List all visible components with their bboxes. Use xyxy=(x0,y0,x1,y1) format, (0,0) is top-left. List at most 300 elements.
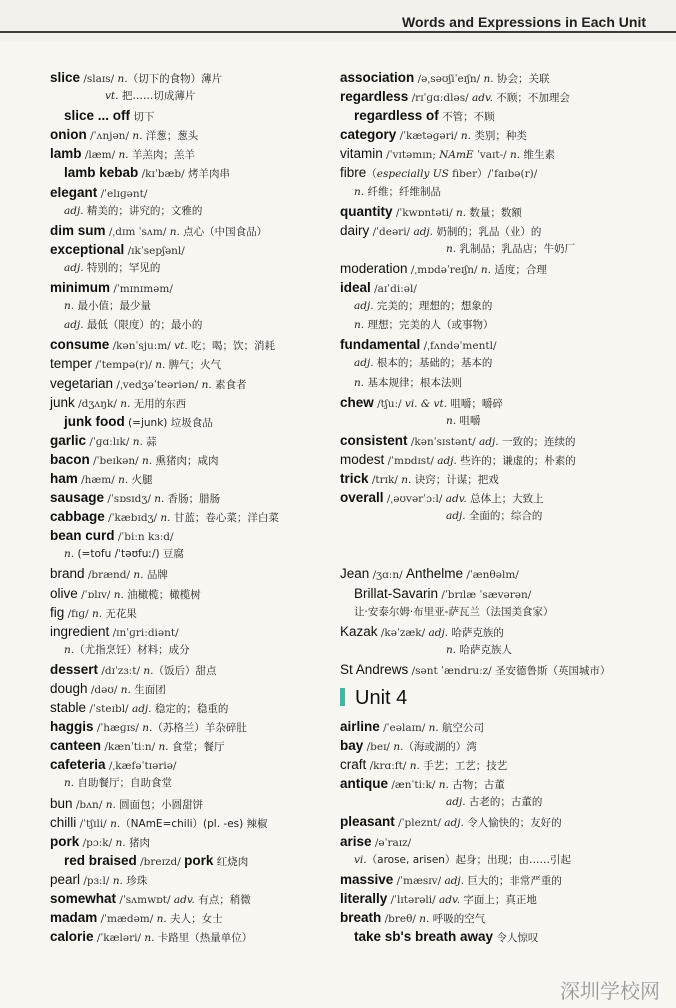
gloss: 无用的东西 xyxy=(130,397,187,410)
headword: pearl xyxy=(50,871,81,887)
gloss: (=junk) 垃圾食品 xyxy=(124,416,213,429)
headword: airline xyxy=(340,719,380,734)
gloss: 协会；关联 xyxy=(493,73,550,85)
vocab-entry xyxy=(340,774,650,793)
vocab-entry xyxy=(340,755,650,774)
part-of-speech: n. xyxy=(393,741,404,754)
part-of-speech: n. xyxy=(64,548,75,561)
gloss: （饭后）甜点 xyxy=(153,664,217,677)
spacer xyxy=(340,545,650,564)
gloss: 诀窍；计谋；把戏 xyxy=(411,473,499,486)
phonetic: /kəˈzæk/ xyxy=(377,626,429,639)
gloss: 维生素 xyxy=(520,149,555,162)
vocab-entry xyxy=(340,87,650,106)
part-of-speech: n. xyxy=(354,376,365,389)
vocab-entry xyxy=(340,125,650,144)
vocab-entry xyxy=(50,374,350,393)
gloss: 咀嚼 xyxy=(456,414,481,427)
part-of-speech: n. xyxy=(419,912,430,925)
headword: onion xyxy=(50,127,87,143)
vocab-entry xyxy=(340,717,650,736)
headword: elegant xyxy=(50,184,98,200)
headword: consume xyxy=(50,337,110,353)
phonetic: /ˈænθəlm/ xyxy=(463,569,519,582)
vocab-entry xyxy=(340,889,650,908)
gloss: 数量；数额 xyxy=(466,206,522,219)
part-of-speech: n. xyxy=(118,149,129,162)
vocab-entry xyxy=(50,927,350,946)
headword: consistent xyxy=(340,432,408,448)
phonetic: fiber）/ˈfaɪbə(r)/ xyxy=(448,168,538,181)
phonetic: /ˈbrɪlæ ˈsævərən/ xyxy=(438,588,532,601)
gloss: 一致的；连续的 xyxy=(498,435,576,448)
part-of-speech: adv. xyxy=(173,894,195,907)
gloss: 古物；古董 xyxy=(448,779,505,792)
gloss: 素食者 xyxy=(211,378,247,391)
phonetic: /ˌvedʒəˈteəriən/ xyxy=(113,378,202,391)
phonetic: /ˈɡɑːlɪk/ xyxy=(86,435,133,448)
vocab-entry xyxy=(50,202,350,221)
watermark: 深圳学校网 xyxy=(560,979,660,1003)
headword: fig xyxy=(50,604,65,620)
phonetic: /əˌsəʊʃiˈeɪʃn/ xyxy=(414,73,484,85)
part-of-speech: adv. xyxy=(471,92,493,105)
part-of-speech: n. xyxy=(428,722,439,734)
part-of-speech: n. xyxy=(156,913,167,926)
gloss: 熏猪肉；咸肉 xyxy=(152,454,219,467)
phonetic: /sənt ˈændruːz/ xyxy=(408,664,496,677)
vocab-entry xyxy=(50,774,350,793)
headword: ideal xyxy=(340,280,371,296)
phonetic: /ˈpleznt/ xyxy=(394,817,445,830)
part-of-speech: n. xyxy=(132,435,143,448)
headword: overall xyxy=(340,490,384,506)
vocab-entry xyxy=(340,68,650,87)
phonetic: /breɪzd/ xyxy=(136,855,185,868)
part-of-speech: adj. xyxy=(131,703,152,716)
headword: ham xyxy=(50,470,78,486)
part-of-speech: n. xyxy=(118,473,129,486)
gloss: 字面上；真正地 xyxy=(460,893,537,906)
headword: dough xyxy=(50,681,88,696)
vocab-entry xyxy=(50,163,350,182)
part-of-speech: n. xyxy=(438,779,449,792)
headword: junk food xyxy=(64,413,125,429)
right-column xyxy=(340,68,650,946)
headword: exceptional xyxy=(50,241,125,257)
headword: association xyxy=(340,70,415,85)
gloss: （arose, arisen）起身；出现；由……引起 xyxy=(366,853,571,866)
gloss: 哈萨克族人 xyxy=(456,643,512,656)
vocab-entry xyxy=(50,144,350,163)
gloss: （切下的食物）薄片 xyxy=(127,73,223,85)
gloss: 咀嚼；嚼碎 xyxy=(447,397,503,410)
part-of-speech: n. xyxy=(446,643,457,656)
gloss: 甘蓝；卷心菜；洋白菜 xyxy=(170,512,279,525)
vocab-entry xyxy=(50,736,350,755)
phonetic: /ˌkæfəˈtɪəriə/ xyxy=(105,760,177,773)
phonetic: /ˈkætəɡəri/ xyxy=(396,130,461,143)
gloss: 油橄榄；橄榄树 xyxy=(123,588,201,601)
vocab-entry xyxy=(340,793,650,812)
vocab-entry xyxy=(340,221,650,240)
headword: moderation xyxy=(340,260,408,276)
vocab-entry xyxy=(50,412,350,431)
left-column xyxy=(50,68,350,946)
gloss: 羊羔肉；羔羊 xyxy=(128,149,195,162)
vocab-entry xyxy=(340,851,650,870)
gloss: 夫人；女士 xyxy=(166,913,223,926)
phonetic: /kənˈsjuːm/ xyxy=(109,340,175,353)
phonetic: /ˈmɒdɪst/ xyxy=(384,454,438,467)
vocab-entry xyxy=(50,488,350,507)
phonetic: /ˌdɪm ˈsʌm/ xyxy=(105,225,170,238)
headword: cafeteria xyxy=(50,757,106,773)
vocab-entry xyxy=(50,259,350,278)
phonetic: /ˈmɪnɪməm/ xyxy=(110,283,173,296)
vocab-entry xyxy=(340,622,650,641)
part-of-speech: adj. xyxy=(354,300,374,313)
vocab-entry xyxy=(50,278,350,297)
gloss: 切下 xyxy=(130,111,155,124)
headword: brand xyxy=(50,566,85,582)
headword: regardless xyxy=(340,89,409,105)
vocab-entry xyxy=(50,87,350,106)
phonetic: /dɪˈzɜːt/ xyxy=(98,664,144,677)
part-of-speech: n. xyxy=(154,493,165,506)
headword: vegetarian xyxy=(50,375,114,391)
part-of-speech: adv. xyxy=(439,893,461,906)
headword: fundamental xyxy=(340,337,421,353)
gloss: 纤维；纤维制品 xyxy=(364,185,441,198)
headword: bacon xyxy=(50,451,90,467)
headword: lamb xyxy=(50,146,82,162)
gloss: 哈萨克族的 xyxy=(448,626,504,639)
vocab-entry xyxy=(50,584,350,603)
headword: chilli xyxy=(50,814,77,830)
part-of-speech: vi. & vt. xyxy=(404,397,448,410)
unit-title: Unit 4 xyxy=(355,687,408,709)
vocab-entry xyxy=(50,794,350,813)
gloss: 蒜 xyxy=(142,435,157,448)
phonetic: /hæm/ xyxy=(77,473,119,486)
gloss: 把……切成薄片 xyxy=(118,90,196,103)
gloss: 全面的；综合的 xyxy=(465,510,543,523)
gloss: 猪肉 xyxy=(125,836,150,849)
part-of-speech: n. xyxy=(120,397,131,410)
vocab-entry xyxy=(50,851,350,870)
headword: calorie xyxy=(50,929,94,945)
phonetic: /ˈelɪɡənt/ xyxy=(97,187,148,200)
headword: regardless of xyxy=(354,108,439,124)
gloss: 最小值；最少量 xyxy=(74,300,151,313)
gloss: 圆面包；小圆甜饼 xyxy=(115,798,204,811)
headword: pleasant xyxy=(340,814,395,830)
headword: Jean xyxy=(340,566,370,582)
part-of-speech: n. xyxy=(132,130,143,143)
vocab-entry xyxy=(340,870,650,889)
phonetic: /ˈsʌmwɒt/ xyxy=(116,894,174,907)
part-of-speech: adj. xyxy=(64,204,84,217)
part-of-speech: n. xyxy=(64,300,75,313)
vocab-entry xyxy=(340,927,650,946)
headword: trick xyxy=(340,470,369,486)
vocab-entry xyxy=(340,469,650,488)
vocab-entry xyxy=(50,240,350,259)
phonetic: /pɔːk/ xyxy=(79,836,116,849)
unit-heading xyxy=(340,679,650,717)
gloss: 些许的；谦虚的；朴素的 xyxy=(456,454,576,467)
vocab-entry xyxy=(50,469,350,488)
gloss: 无花果 xyxy=(102,607,137,620)
phonetic: /ˈkwɒntəti/ xyxy=(392,206,456,219)
headword: canteen xyxy=(50,738,102,754)
headword: dim sum xyxy=(50,222,106,238)
phonetic: /ˈtempə(r)/ xyxy=(92,359,156,372)
phonetic: /aɪˈdiːəl/ xyxy=(370,283,417,296)
gloss: 令人愉快的；友好的 xyxy=(463,817,562,830)
part-of-speech: n. xyxy=(142,454,153,467)
part-of-speech: n. xyxy=(155,359,166,372)
vocab-entry xyxy=(50,125,350,144)
phonetic: /tʃuː/ xyxy=(373,397,405,410)
headword: Kazak xyxy=(340,623,378,639)
phonetic: /kənˈsɪstənt/ xyxy=(407,435,480,448)
phonetic: /rɪˈɡɑːdləs/ xyxy=(408,92,472,105)
part-of-speech: n. xyxy=(110,817,121,830)
phonetic: /beɪ/ xyxy=(363,741,394,754)
phonetic: /ˈhæɡɪs/ xyxy=(93,722,143,735)
part-of-speech: n. xyxy=(64,643,75,656)
part-of-speech: n. xyxy=(446,242,457,255)
headword: stable xyxy=(50,700,87,716)
gloss: 洋葱；葱头 xyxy=(142,130,199,143)
part-of-speech: n. xyxy=(113,588,124,601)
part-of-speech: n. xyxy=(91,607,103,620)
gloss: 根本的；基础的；基本的 xyxy=(373,357,493,370)
headword: haggis xyxy=(50,719,94,735)
headword: somewhat xyxy=(50,891,117,907)
headword: slice xyxy=(50,70,81,85)
part-of-speech: n. xyxy=(160,512,171,525)
gloss: 呼吸的空气 xyxy=(429,912,486,925)
phonetic: /əˈraɪz/ xyxy=(371,836,412,849)
vocab-entry xyxy=(50,431,350,450)
phonetic: /ɪkˈsepʃənl/ xyxy=(124,244,185,257)
part-of-speech: n. xyxy=(354,319,365,332)
part-of-speech: n. xyxy=(144,932,155,945)
vocab-entry xyxy=(340,564,650,583)
vocab-entry xyxy=(340,431,650,450)
vocab-entry xyxy=(340,488,650,507)
gloss: 卡路里（热量单位） xyxy=(154,932,253,945)
gloss: 点心（中国食品） xyxy=(179,225,268,238)
part-of-speech: n. xyxy=(460,130,472,143)
vocab-entry xyxy=(50,641,350,660)
phonetic: /slaɪs/ xyxy=(80,73,118,85)
gloss: 自助餐厅；自助食堂 xyxy=(74,777,172,790)
vocab-entry xyxy=(340,641,650,660)
gloss: 精美的；讲究的；文雅的 xyxy=(83,204,203,217)
vocab-entry xyxy=(340,144,650,163)
gloss: 让·安泰尔姆·布里亚-萨瓦兰（法国美食家） xyxy=(354,605,554,618)
part-of-speech: n. xyxy=(64,777,75,790)
headword: breath xyxy=(340,909,382,925)
vocab-entry xyxy=(50,545,350,564)
part-of-speech: adj. xyxy=(437,454,457,467)
phonetic: /ɪnˈɡriːdiənt/ xyxy=(109,626,179,639)
vocab-entry xyxy=(340,660,650,679)
headword: vitamin xyxy=(340,146,383,162)
phonetic: /ˈsɒsɪdʒ/ xyxy=(104,493,155,506)
part-of-speech: especially US xyxy=(376,168,449,181)
gloss: 脾气；火气 xyxy=(165,359,222,372)
gloss: 理想；完美的人（或事物） xyxy=(364,319,494,332)
part-of-speech: adj. xyxy=(446,510,466,523)
vocab-entry xyxy=(50,813,350,832)
vocab-entry xyxy=(50,564,350,583)
vocab-entry xyxy=(50,679,350,698)
vocab-entry xyxy=(50,832,350,851)
vocab-entry xyxy=(50,889,350,908)
phonetic: /ˈdeəri/ xyxy=(369,225,414,238)
vocab-entry xyxy=(340,202,650,221)
headword: arise xyxy=(340,833,372,849)
vocab-entry xyxy=(340,736,650,755)
vocab-entry xyxy=(340,832,650,851)
gloss: 手艺；工艺；技艺 xyxy=(419,760,508,773)
headword: dairy xyxy=(340,222,370,238)
vocab-entry xyxy=(50,755,350,774)
part-of-speech: n. xyxy=(115,836,126,849)
part-of-speech: n. xyxy=(446,414,457,427)
gloss: 红烧肉 xyxy=(213,855,249,868)
headword: sausage xyxy=(50,490,105,506)
gloss: 奶制的；乳品（业）的 xyxy=(433,225,542,238)
phonetic: /trɪk/ xyxy=(368,473,402,486)
vocab-entry xyxy=(50,698,350,717)
headword: lamb kebab xyxy=(64,165,139,181)
headword: St Andrews xyxy=(340,661,409,677)
phonetic: /bʌn/ xyxy=(72,798,106,811)
phonetic: /breθ/ xyxy=(381,912,420,925)
phonetic: /ˈeəlaɪn/ xyxy=(379,722,429,734)
gloss: 适度；合理 xyxy=(491,263,547,276)
gloss: 食堂；餐厅 xyxy=(168,741,225,754)
phonetic: /ʒɑːn/ xyxy=(369,569,406,582)
vocab-entry xyxy=(340,316,650,335)
phonetic: /ˈʌnjən/ xyxy=(86,130,133,143)
phonetic: /ˈbiːn kɜːd/ xyxy=(114,531,174,544)
vocab-entry xyxy=(340,259,650,278)
headword: minimum xyxy=(50,280,111,296)
phonetic: /pɜːl/ xyxy=(80,874,113,887)
headword: Anthelme xyxy=(405,566,464,582)
phonetic: /ˈkæləri/ xyxy=(93,932,145,945)
phonetic: /kænˈtiːn/ xyxy=(101,741,159,754)
gloss: 乳制品；乳品店；牛奶厂 xyxy=(456,242,575,255)
part-of-speech: NAmE xyxy=(439,149,474,162)
phonetic: （ xyxy=(366,168,377,181)
headword: madam xyxy=(50,910,98,926)
headword: fibre xyxy=(340,165,367,181)
part-of-speech: n. xyxy=(455,206,467,219)
phonetic: /dʒʌŋk/ xyxy=(74,397,121,410)
part-of-speech: n. xyxy=(120,684,131,696)
part-of-speech: n. xyxy=(409,760,420,773)
gloss: （海或湖的）湾 xyxy=(403,741,477,754)
headword: temper xyxy=(50,356,93,372)
gloss: 古老的；古董的 xyxy=(465,796,543,809)
phonetic: /ˈkæbɪdʒ/ xyxy=(104,512,161,525)
part-of-speech: vt. xyxy=(105,90,119,103)
part-of-speech: adj. xyxy=(444,817,464,830)
part-of-speech: adj. xyxy=(64,319,84,332)
part-of-speech: n. xyxy=(401,473,412,486)
vocab-entry xyxy=(340,412,650,431)
gloss: 类别；种类 xyxy=(471,130,527,143)
phonetic: /ˈbeɪkən/ xyxy=(89,454,143,467)
headword: garlic xyxy=(50,432,87,448)
phonetic: /kɪˈbæb/ xyxy=(138,168,188,181)
headword: massive xyxy=(340,871,394,887)
headword: category xyxy=(340,127,397,143)
phonetic: /ˈtʃɪli/ xyxy=(76,817,111,830)
headword: junk xyxy=(50,394,75,410)
phonetic: /ˌəʊvərˈɔːl/ xyxy=(383,493,446,506)
gloss: 品牌 xyxy=(143,569,168,582)
part-of-speech: n. xyxy=(117,73,128,85)
headword: red braised xyxy=(64,852,137,868)
part-of-speech: n. xyxy=(201,378,212,391)
phonetic: /ˈvɪtəmɪn; xyxy=(382,149,440,162)
phonetic: /dəʊ/ xyxy=(87,684,121,696)
unit-marker-bar xyxy=(340,688,345,706)
phonetic: ˈvaɪt-/ xyxy=(473,149,511,162)
part-of-speech: n. xyxy=(142,722,153,735)
headword: olive xyxy=(50,585,78,601)
vocab-entry xyxy=(50,908,350,927)
part-of-speech: adj. xyxy=(479,435,499,448)
headword: chew xyxy=(340,394,374,410)
part-of-speech: n. xyxy=(480,263,491,276)
vocab-entry xyxy=(50,507,350,526)
gloss: 烤羊肉串 xyxy=(187,168,230,181)
phonetic: /ˌmɒdəˈreɪʃn/ xyxy=(407,263,481,276)
vocab-entry xyxy=(340,183,650,202)
part-of-speech: vt. xyxy=(174,340,188,353)
header-rule xyxy=(0,31,676,33)
phonetic: /læm/ xyxy=(81,149,119,162)
vocab-entry xyxy=(50,354,350,373)
phonetic: /brænd/ xyxy=(84,569,134,582)
part-of-speech: adj. xyxy=(444,874,465,887)
vocab-entry xyxy=(340,507,650,526)
vocab-entry xyxy=(50,297,350,316)
phonetic: /ˈmæsɪv/ xyxy=(393,874,445,887)
vocab-entry xyxy=(50,393,350,412)
gloss: 特别的；罕见的 xyxy=(83,261,161,274)
vocab-entry xyxy=(50,68,350,87)
phonetic: /ˌfʌndəˈmentl/ xyxy=(420,340,497,353)
phonetic: /ˈlɪtərəli/ xyxy=(387,893,440,906)
gloss: (=tofu /ˈtəʊfuː/) 豆腐 xyxy=(74,548,184,561)
headword: literally xyxy=(340,890,388,906)
vocab-entry xyxy=(50,603,350,622)
part-of-speech: adj. xyxy=(64,261,84,274)
part-of-speech: n. xyxy=(169,225,180,238)
gloss: 最低（限度）的；最小的 xyxy=(83,319,203,332)
